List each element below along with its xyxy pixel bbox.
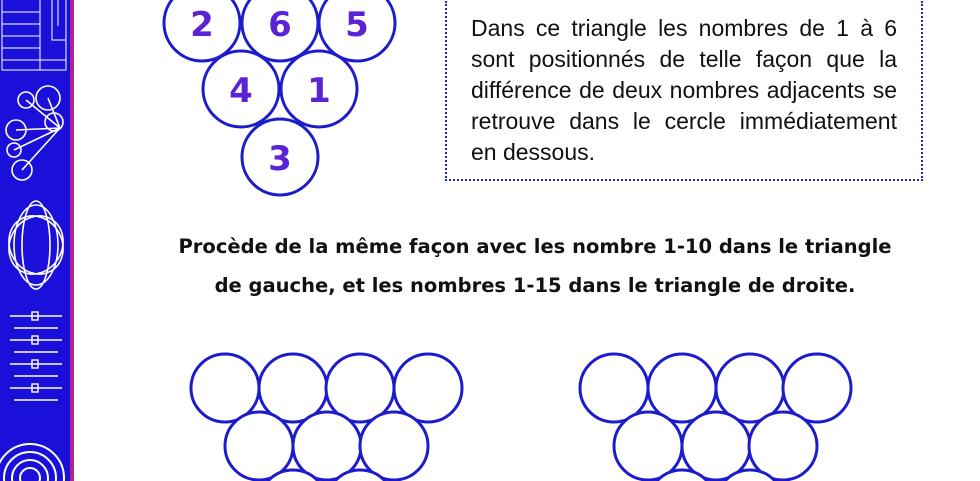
- answer-circle[interactable]: [191, 354, 259, 422]
- sidebar: [0, 0, 74, 481]
- example-number: 4: [229, 71, 253, 111]
- example-triangle: [150, 0, 410, 200]
- example-number: 3: [268, 139, 292, 179]
- concentric-arcs-icon: [0, 444, 64, 481]
- answer-circle[interactable]: [360, 412, 428, 480]
- answer-circle[interactable]: [259, 354, 327, 422]
- instruction-line-1: Procède de la même façon avec les nombre 1-10 dans le triangle: [178, 235, 892, 258]
- petal-pattern-icon: [0, 201, 74, 289]
- right-triangle: [575, 340, 860, 481]
- example-number: 2: [190, 5, 214, 45]
- answer-circle[interactable]: [783, 354, 851, 422]
- instruction-line-2: de gauche, et les nombres 1-15 dans le triangle de droite.: [214, 274, 856, 297]
- answer-circle[interactable]: [682, 412, 750, 480]
- explanation-box: [445, 1, 923, 181]
- left-triangle: [185, 340, 470, 481]
- answer-circle[interactable]: [580, 354, 648, 422]
- grid-pattern-icon: [2, 0, 66, 70]
- sliders-icon: [10, 312, 62, 400]
- example-number: 5: [345, 5, 369, 45]
- answer-circle[interactable]: [614, 412, 682, 480]
- answer-circle[interactable]: [225, 412, 293, 480]
- example-number: 6: [268, 5, 292, 45]
- answer-circle[interactable]: [648, 354, 716, 422]
- circles-network-icon: [6, 86, 63, 180]
- example-number: 1: [307, 71, 331, 111]
- explanation-text: Dans ce triangle les nombres de 1 à 6 sont positionnés de telle façon que la différence de deux nombres adjacents se retrouve dans le cercle immédiatement en dessous.: [471, 15, 897, 165]
- answer-circle[interactable]: [394, 354, 462, 422]
